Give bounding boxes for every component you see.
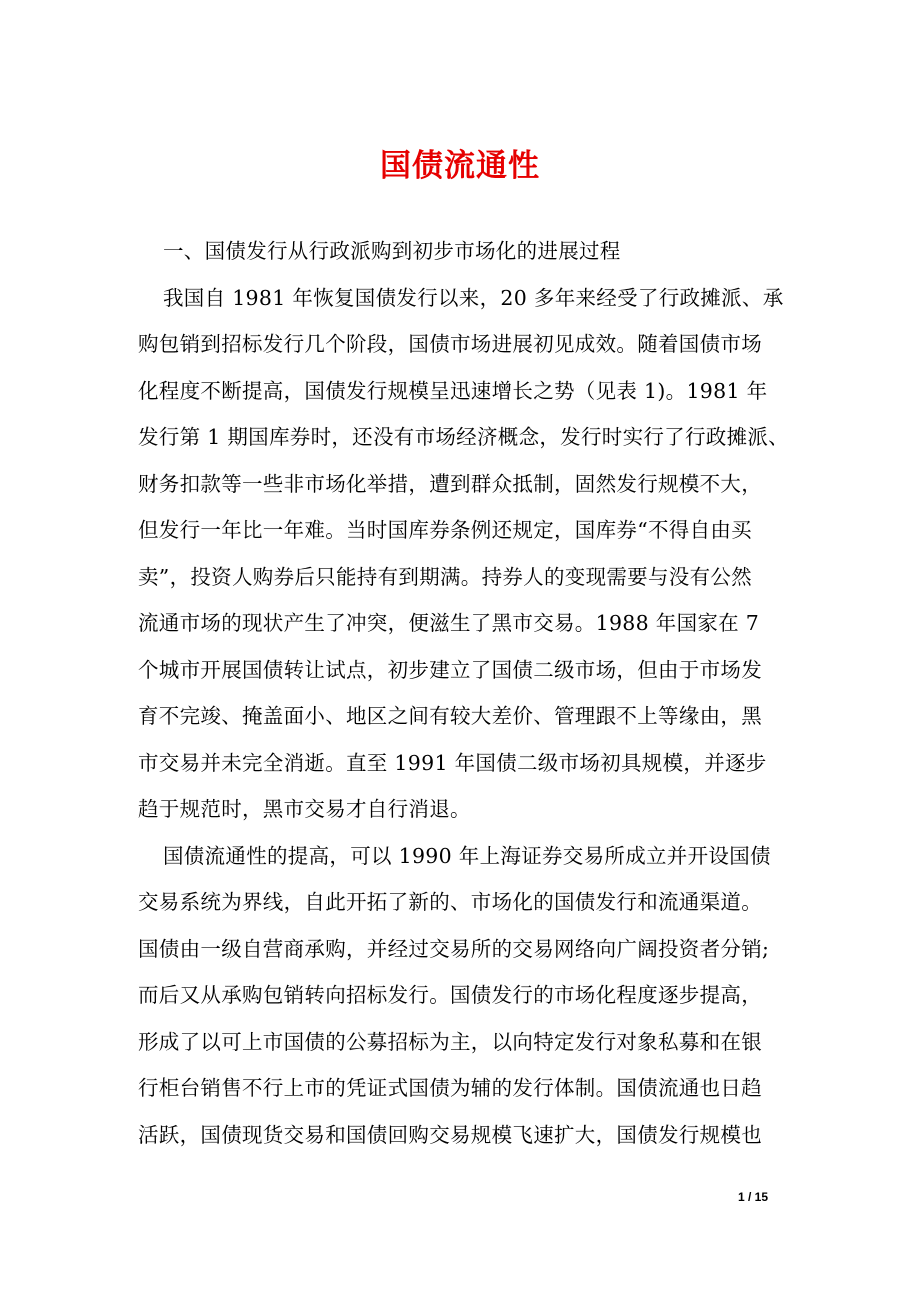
paragraph-line: 个城市开展国债转让试点，初步建立了国债二级市场，但由于市场发 (138, 657, 762, 682)
paragraph-line: 卖”，投资人购券后只能持有到期满。持券人的变现需要与没有公然 (138, 564, 752, 589)
paragraph-line: 而后又从承购包销转向招标发行。国债发行的市场化程度逐步提高， (138, 983, 762, 1007)
paragraph-line: 育不完竣、掩盖面小、地区之间有较大差价、管理跟不上等缘由，黑 (138, 704, 762, 728)
paragraph-line: 流通市场的现状产生了冲突，便滋生了黑市交易。1988 年国家在 7 (138, 611, 760, 635)
paragraph-line: 国债由一级自营商承购，并经过交易所的交易网络向广阔投资者分销; (138, 936, 770, 961)
paragraph-line: 购包销到招标发行几个阶段，国债市场进展初见成效。随着国债市场 (138, 332, 762, 356)
paragraph-line: 活跃，国债现货交易和国债回购交易规模飞速扩大，国债发行规模也 (138, 1122, 762, 1147)
paragraph-line: 交易系统为界线，自此开拓了新的、市场化的国债发行和流通渠道。 (138, 890, 762, 914)
paragraph-line: 我国自 1981 年恢复国债发行以来，20 多年来经受了行政摊派、承 (163, 285, 784, 310)
paragraph-line: 但发行一年比一年难。当时国库券条例还规定，国库券“不得自由买 (138, 518, 752, 542)
paragraph-line: 形成了以可上市国债的公募招标为主，以向特定发行对象私募和在银 (138, 1029, 762, 1054)
paragraph-line: 行柜台销售不行上市的凭证式国债为辅的发行体制。国债流通也日趋 (138, 1076, 762, 1100)
paragraph-line: 国债流通性的提高，可以 1990 年上海证券交易所成立并开设国债 (163, 843, 771, 868)
paragraph-line: 财务扣款等一些非市场化举措，遭到群众抵制，固然发行规模不大， (138, 471, 762, 496)
page-number: 1 / 15 (738, 1190, 769, 1204)
paragraph-line: 发行第 1 期国库券时，还没有市场经济概念，发行时实行了行政摊派、 (138, 425, 789, 449)
paragraph-line: 化程度不断提高，国债发行规模呈迅速增长之势（见表 1)。1981 年 (138, 378, 768, 403)
document-body (138, 228, 798, 1158)
document-title: 国债流通性 (380, 148, 540, 184)
section-heading: 一、国债发行从行政派购到初步市场化的进展过程 (163, 239, 621, 263)
paragraph-1 (138, 275, 798, 833)
paragraph-2 (138, 833, 798, 1159)
paragraph-line: 市交易并未完全消逝。直至 1991 年国债二级市场初具规模，并逐步 (138, 750, 767, 775)
paragraph-line: 趋于规范时，黑市交易才自行消退。 (138, 797, 471, 821)
